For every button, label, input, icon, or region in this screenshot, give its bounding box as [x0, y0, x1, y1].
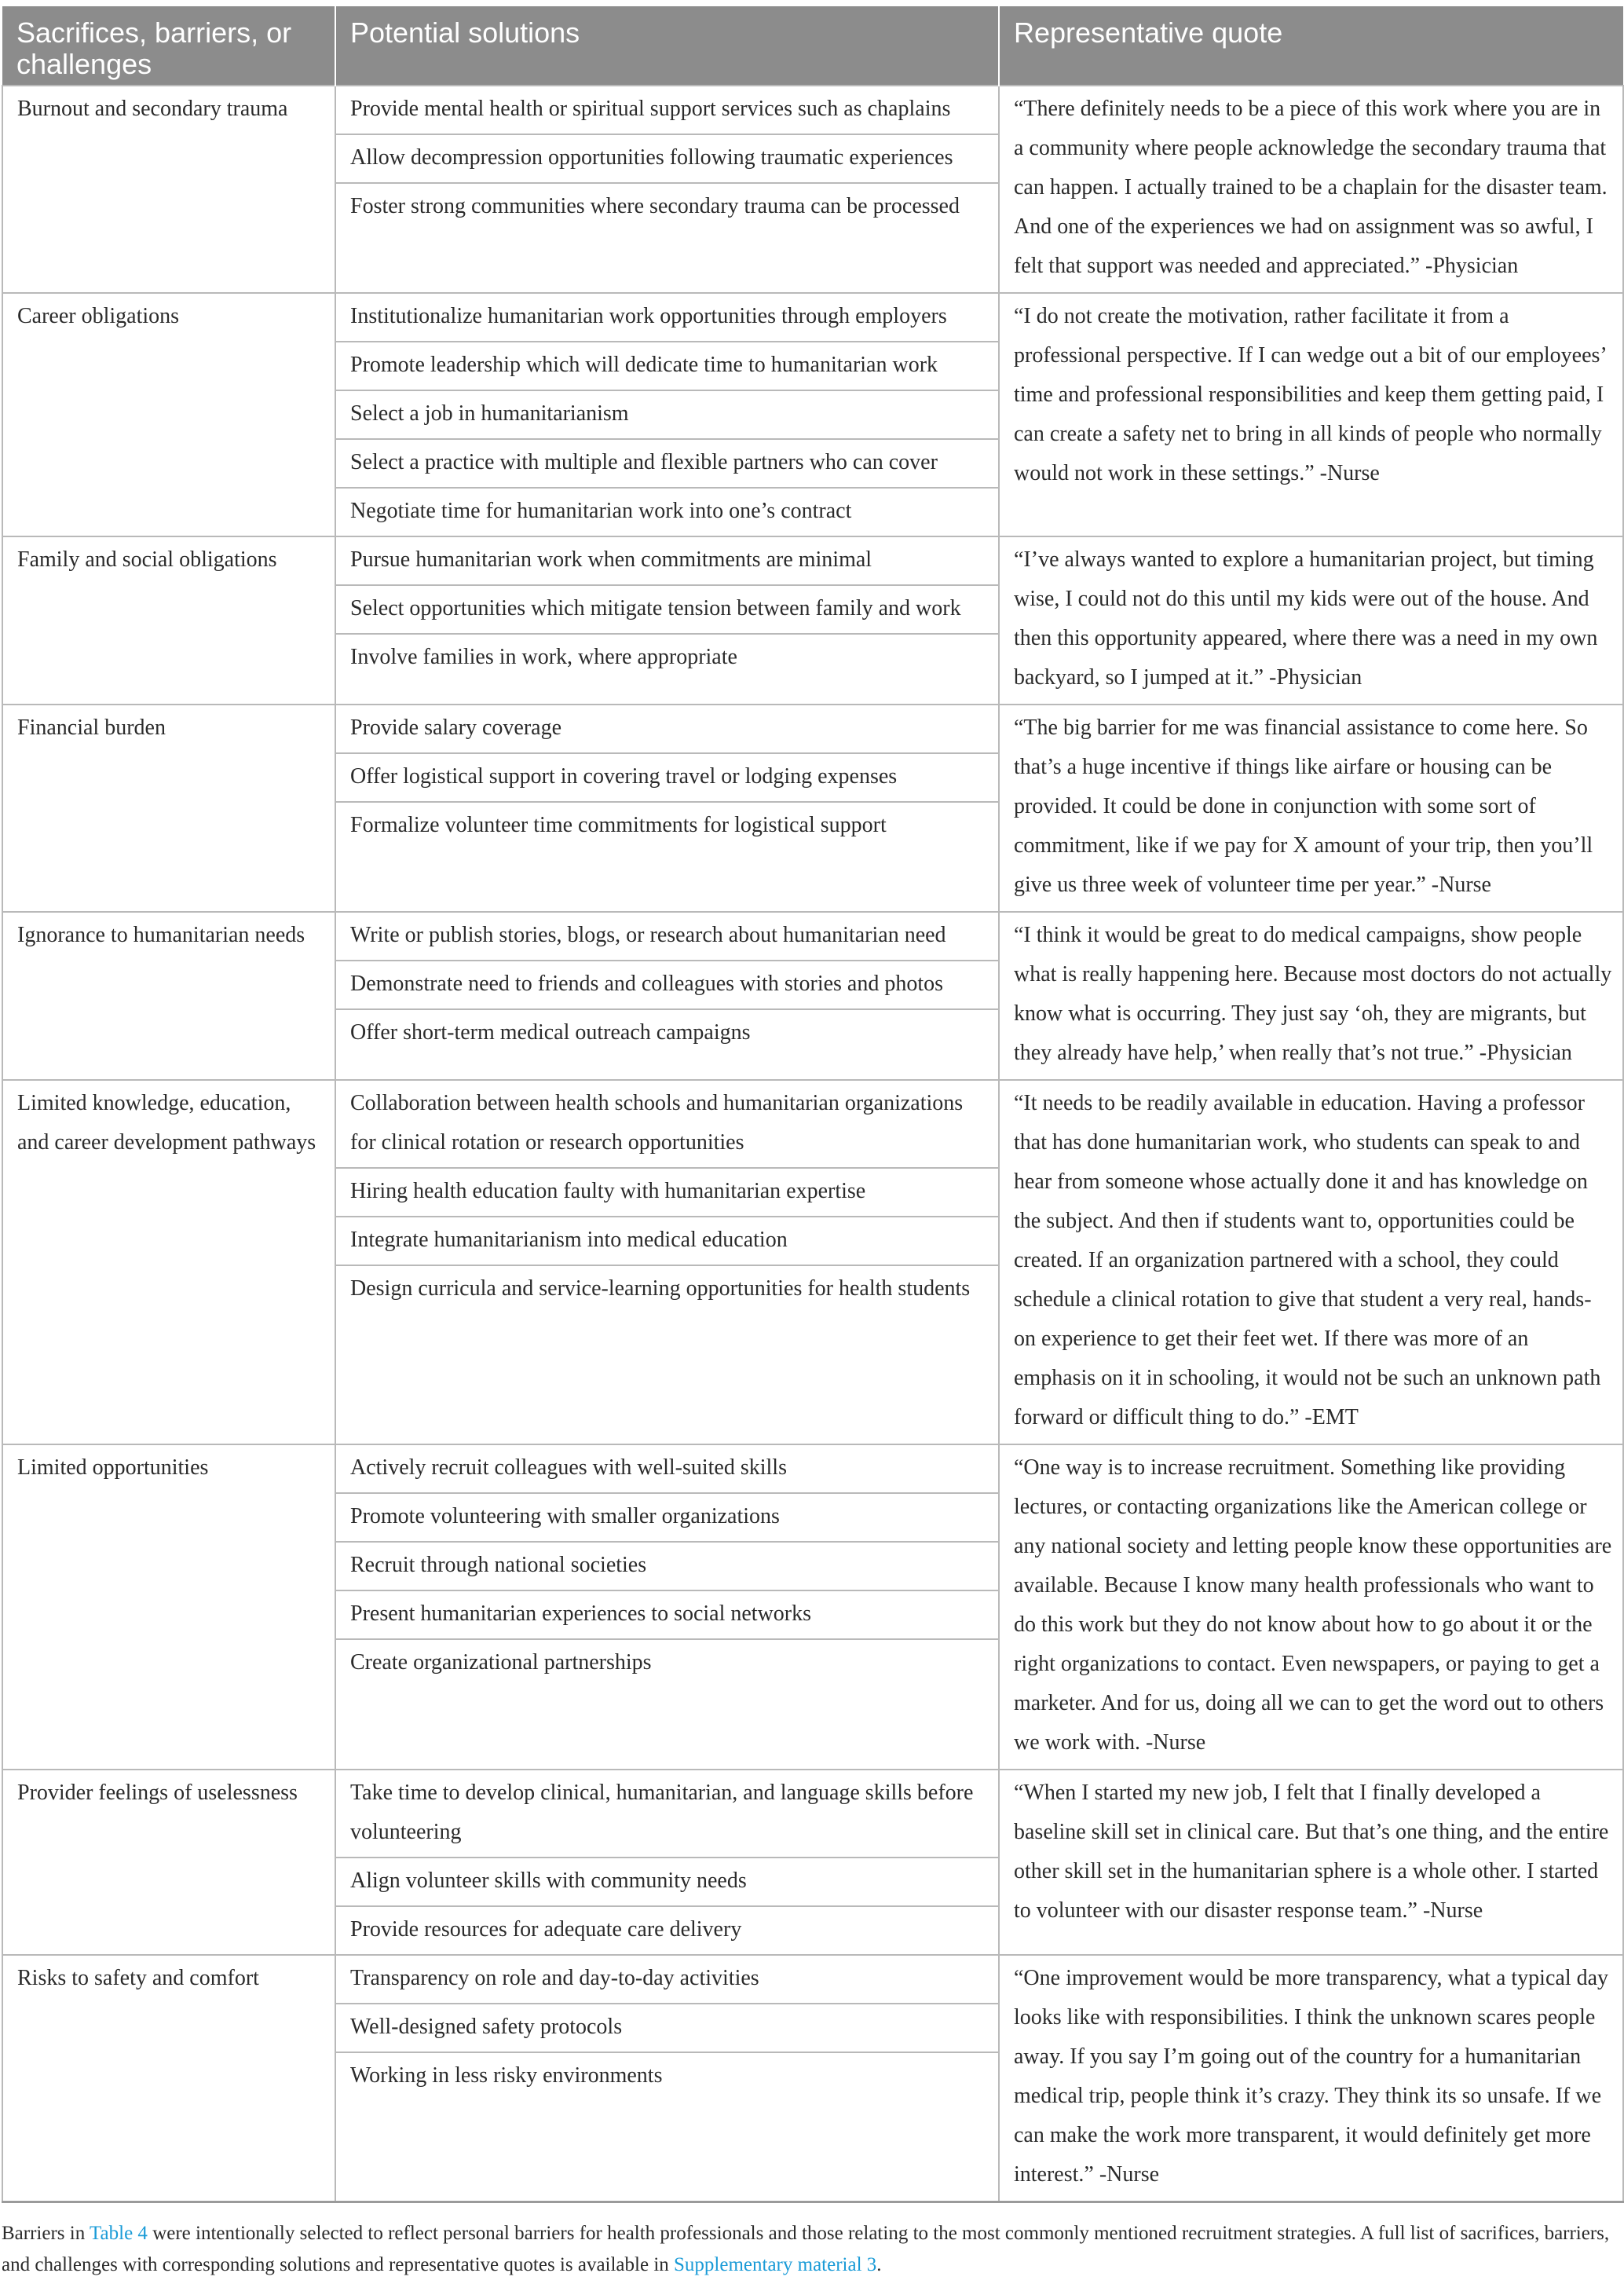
solution-item: Foster strong communities where secondary trauma can be processed — [350, 194, 960, 218]
quote-cell: “I do not create the motivation, rather facilitate it from a professional perspective. If I can wedge out a bit of our employees’ time and professional responsibilities and keep them getting paid, I can create a safety net to bring in all kinds of people who normally would not work in these settings.” -Nurse — [999, 293, 1623, 536]
table-row — [2, 86, 1623, 293]
supplementary-material-link[interactable]: Supplementary material 3 — [674, 2254, 877, 2275]
header-quote: Representative quote — [999, 6, 1623, 86]
barrier-cell: Limited knowledge, education, and career development pathways — [2, 1080, 335, 1444]
quote-cell: “One way is to increase recruitment. Something like providing lectures, or contacting organizations like the American college or any national society and letting people know these opportunities are available. Because I know many health professionals who want to do this work but they do not know about how to go about it or the right organizations to contact. Even newspapers, or paying to get a marketer. And for us, doing all we can to get the word out to others we work with. -Nurse — [999, 1444, 1623, 1770]
solutions-cell — [335, 1955, 999, 2202]
barrier-cell: Limited opportunities — [2, 1444, 335, 1770]
solutions-cell — [335, 705, 999, 912]
solution-item: Well-designed safety protocols — [336, 2004, 998, 2053]
solutions-cell — [335, 1080, 999, 1444]
solution-item: Formalize volunteer time commitments for logistical support — [350, 813, 887, 837]
solution-item: Present humanitarian experiences to social networks — [336, 1591, 998, 1640]
quote-cell: “There definitely needs to be a piece of this work where you are in a community where people acknowledge the secondary trauma that can happen. I actually trained to be a chaplain for the disaster team. And one of the experiences we had on assignment was so awful, I felt that support was needed and appreciated.” -Physician — [999, 86, 1623, 293]
solutions-cell — [335, 86, 999, 293]
solution-item: Demonstrate need to friends and colleagues with stories and photos — [336, 961, 998, 1010]
solution-item: Allow decompression opportunities following traumatic experiences — [336, 135, 998, 184]
table-body — [2, 86, 1623, 2202]
solution-item: Design curricula and service-learning opportunities for health students — [350, 1276, 971, 1301]
quote-cell: “I think it would be great to do medical campaigns, show people what is really happening here. Because most doctors do not actually know what is occurring. They just say ‘oh, they are migrants, but they already have help,’ when really that’s not true.” -Physician — [999, 912, 1623, 1080]
barrier-cell: Family and social obligations — [2, 536, 335, 705]
solutions-cell — [335, 1770, 999, 1955]
solution-item: Provide salary coverage — [336, 705, 998, 754]
solution-item: Provide resources for adequate care delivery — [350, 1917, 742, 1942]
header-barriers: Sacrifices, barriers, or challenges — [2, 6, 335, 86]
solution-item: Actively recruit colleagues with well-suited skills — [336, 1445, 998, 1494]
table-row — [2, 1955, 1623, 2202]
barrier-cell: Career obligations — [2, 293, 335, 536]
solution-item: Write or publish stories, blogs, or research about humanitarian need — [336, 913, 998, 961]
solution-item: Offer short-term medical outreach campaigns — [350, 1020, 751, 1045]
solution-item: Promote volunteering with smaller organizations — [336, 1494, 998, 1543]
solution-item: Transparency on role and day-to-day activities — [336, 1956, 998, 2004]
quote-cell: “One improvement would be more transparency, what a typical day looks like with responsibilities. I think the unknown scares people away. If you say I’m going out of the country for a humanitarian medical trip, people think it’s crazy. They think its so unsafe. If we can make the work more transparent, it would definitely get more interest.” -Nurse — [999, 1955, 1623, 2202]
solution-item: Institutionalize humanitarian work opportunities through employers — [336, 294, 998, 342]
solution-item: Take time to develop clinical, humanitarian, and language skills before volunteering — [336, 1770, 998, 1858]
quote-cell: “The big barrier for me was financial assistance to come here. So that’s a huge incentive if things like airfare or housing can be provided. It could be done in conjunction with some sort of commitment, like if we pay for X amount of your trip, then you’ll give us three week of volunteer time per year.” -Nurse — [999, 705, 1623, 912]
barriers-table — [2, 6, 1624, 2203]
quote-cell: “I’ve always wanted to explore a humanitarian project, but timing wise, I could not do this until my kids were out of the house. And then this opportunity appeared, where there was a need in my own backyard, so I jumped at it.” -Physician — [999, 536, 1623, 705]
table-row — [2, 1080, 1623, 1444]
solution-item: Select a job in humanitarianism — [336, 391, 998, 440]
solution-item: Collaboration between health schools and humanitarian organizations for clinical rotation or research opportunities — [336, 1081, 998, 1169]
barrier-cell: Burnout and secondary trauma — [2, 86, 335, 293]
quote-cell: “When I started my new job, I felt that I finally developed a baseline skill set in clinical care. But that’s one thing, and the entire other skill set in the humanitarian sphere is a whole other. I started to volunteer with our disaster response team.” -Nurse — [999, 1770, 1623, 1955]
solutions-cell — [335, 912, 999, 1080]
solutions-cell — [335, 1444, 999, 1770]
table-row — [2, 705, 1623, 912]
solution-item: Offer logistical support in covering travel or lodging expenses — [336, 754, 998, 803]
table-row — [2, 293, 1623, 536]
solution-item: Recruit through national societies — [336, 1543, 998, 1591]
solution-item: Select opportunities which mitigate tension between family and work — [336, 586, 998, 635]
solution-item: Involve families in work, where appropriate — [350, 645, 737, 669]
barrier-cell: Provider feelings of uselessness — [2, 1770, 335, 1955]
solution-item: Hiring health education faulty with humanitarian expertise — [336, 1169, 998, 1217]
footnote-text: . — [876, 2254, 882, 2275]
quote-cell: “It needs to be readily available in education. Having a professor that has done humanitarian work, who students can speak to and hear from someone whose actually done it and has knowledge on the subject. And then if students want to, opportunities could be created. If an organization partnered with a school, they could schedule a clinical rotation to give that student a very real, hands-on experience to get their feet wet. If there was more of an emphasis on it in schooling, it would not be such an unknown path forward or difficult thing to do.” -EMT — [999, 1080, 1623, 1444]
solution-item: Create organizational partnerships — [350, 1650, 652, 1675]
table-4-link[interactable]: Table 4 — [90, 2223, 148, 2244]
table-row — [2, 1770, 1623, 1955]
solution-item: Working in less risky environments — [350, 2063, 663, 2088]
solution-item: Integrate humanitarianism into medical education — [336, 1217, 998, 1266]
solutions-cell — [335, 536, 999, 705]
table-row — [2, 912, 1623, 1080]
table-row — [2, 1444, 1623, 1770]
solution-item: Negotiate time for humanitarian work into one’s contract — [350, 499, 852, 523]
barrier-cell: Risks to safety and comfort — [2, 1955, 335, 2202]
table-row — [2, 536, 1623, 705]
solution-item: Promote leadership which will dedicate time to humanitarian work — [336, 342, 998, 391]
barrier-cell: Ignorance to humanitarian needs — [2, 912, 335, 1080]
solution-item: Align volunteer skills with community needs — [336, 1858, 998, 1907]
solution-item: Pursue humanitarian work when commitments are minimal — [336, 537, 998, 586]
barrier-cell: Financial burden — [2, 705, 335, 912]
footnote-text: Barriers in — [2, 2223, 90, 2244]
table-footnote — [2, 2218, 1611, 2281]
table-header — [2, 6, 1623, 86]
header-solutions: Potential solutions — [335, 6, 999, 86]
solution-item: Select a practice with multiple and flexible partners who can cover — [336, 440, 998, 489]
solution-item: Provide mental health or spiritual support services such as chaplains — [336, 86, 998, 135]
solutions-cell — [335, 293, 999, 536]
footnote-text: were intentionally selected to reflect personal barriers for health professionals and those relating to the most commonly mentioned recruitment strategies. A full list of sacrifices, barriers, and challenges with corresponding solutions and representative quotes is available in — [2, 2223, 1610, 2275]
